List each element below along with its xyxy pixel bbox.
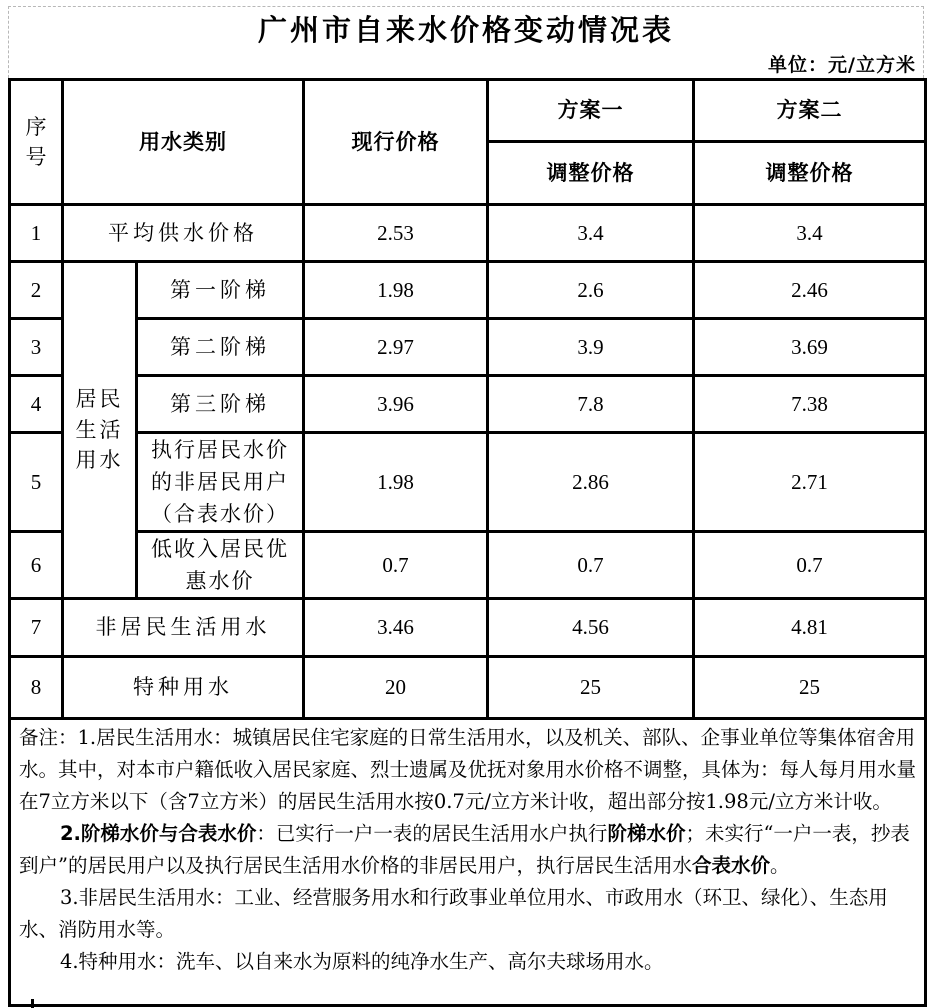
cursor-mark: [31, 999, 34, 1008]
row-plan2-price: 2.46: [694, 262, 926, 319]
row-current-price: 2.53: [304, 205, 488, 262]
row-index: 6: [10, 532, 63, 599]
row-category: 非居民生活用水: [63, 599, 304, 657]
row-plan2-price: 25: [694, 657, 926, 719]
row-plan2-price: 3.69: [694, 319, 926, 376]
row-plan1-price: 4.56: [488, 599, 694, 657]
row-plan1-price: 25: [488, 657, 694, 719]
row-index: 3: [10, 319, 63, 376]
row-index: 1: [10, 205, 63, 262]
header-adjusted-price-2: 调整价格: [694, 142, 926, 205]
note-2-text: 。: [770, 854, 790, 877]
table-row: [10, 433, 926, 532]
row-index: 2: [10, 262, 63, 319]
row-current-price: 0.7: [304, 532, 488, 599]
note-1: 备注：1.居民生活用水：城镇居民住宅家庭的日常生活用水，以及机关、部队、企事业单位等集体宿舍用水。其中，对本市户籍低收入居民家庭、烈士遗属及优抚对象用水价格不调整，具体为：每人每月用水量在7立方米以下（含7立方米）的居民生活用水按0.7元/立方米计收，超出部分按1.98元/立方米计收。: [19, 726, 917, 813]
table-row: [10, 205, 926, 262]
header-current-price: 现行价格: [304, 80, 488, 205]
row-plan2-price: 2.71: [694, 433, 926, 532]
note-2: [19, 818, 918, 882]
row-category: 平均供水价格: [63, 205, 304, 262]
header-row-1: [10, 80, 926, 142]
row-plan2-price: 3.4: [694, 205, 926, 262]
table-row: [10, 532, 926, 599]
category-line: 惠水价: [185, 569, 255, 593]
row-plan2-price: 7.38: [694, 376, 926, 433]
row-plan1-price: 3.4: [488, 205, 694, 262]
header-category: 用水类别: [63, 80, 304, 205]
row-category: 第一阶梯: [137, 262, 304, 319]
note-2-text: ；未实行“一户一表，抄表到户”的居民用户以及执行居民生活用水价格的非居民用户，执行居民生活用水: [19, 822, 910, 877]
note-3: 3.非居民生活用水：工业、经营服务用水和行政事业单位用水、市政用水（环卫、绿化）、生态用水、消防用水等。: [19, 886, 888, 941]
notes-row: [10, 719, 926, 1006]
note-2-emphasis-combined: 合表水价: [691, 854, 770, 877]
row-plan1-price: 2.86: [488, 433, 694, 532]
row-current-price: 2.97: [304, 319, 488, 376]
page-title: 广州市自来水价格变动情况表: [257, 13, 674, 47]
group-line: 用水: [75, 448, 124, 473]
category-line: （合表水价）: [151, 502, 289, 526]
row-current-price: 1.98: [304, 433, 488, 532]
row-index: 5: [10, 433, 63, 532]
group-residential-label: [63, 262, 137, 599]
category-line: 执行居民水价: [151, 438, 289, 462]
header-index: 序 号: [10, 80, 63, 205]
price-table: [8, 78, 927, 1007]
row-index: 4: [10, 376, 63, 433]
note-2-heading: 2.阶梯水价与合表水价: [59, 822, 257, 845]
note-4: 4.特种用水：洗车、以自来水为原料的纯净水生产、高尔夫球场用水。: [59, 950, 664, 973]
note-2-emphasis-tiered: 阶梯水价: [607, 822, 686, 845]
row-current-price: 1.98: [304, 262, 488, 319]
row-category: 第二阶梯: [137, 319, 304, 376]
row-plan1-price: 2.6: [488, 262, 694, 319]
row-plan1-price: 0.7: [488, 532, 694, 599]
row-category: [137, 433, 304, 532]
category-line: 的非居民用户: [151, 470, 289, 494]
category-line: 低收入居民优: [151, 537, 289, 561]
row-current-price: 3.46: [304, 599, 488, 657]
row-plan2-price: 0.7: [694, 532, 926, 599]
row-category: 特种用水: [63, 657, 304, 719]
header-adjusted-price-1: 调整价格: [488, 142, 694, 205]
row-current-price: 20: [304, 657, 488, 719]
group-line: 居民: [75, 387, 124, 412]
row-plan2-price: 4.81: [694, 599, 926, 657]
row-plan1-price: 7.8: [488, 376, 694, 433]
table-row: [10, 657, 926, 719]
row-category: 第三阶梯: [137, 376, 304, 433]
row-category: [137, 532, 304, 599]
group-line: 生活: [75, 417, 124, 442]
table-row: [10, 599, 926, 657]
header-plan2: 方案二: [694, 80, 926, 142]
header-plan1: 方案一: [488, 80, 694, 142]
table-row: [10, 262, 926, 319]
row-index: 7: [10, 599, 63, 657]
row-plan1-price: 3.9: [488, 319, 694, 376]
unit-label: 单位：元/立方米: [768, 54, 916, 76]
notes-cell: [10, 719, 926, 1006]
row-index: 8: [10, 657, 63, 719]
table-row: [10, 319, 926, 376]
note-2-text: ：已实行一户一表的居民生活用水户执行: [256, 822, 608, 845]
row-current-price: 3.96: [304, 376, 488, 433]
table-row: [10, 376, 926, 433]
